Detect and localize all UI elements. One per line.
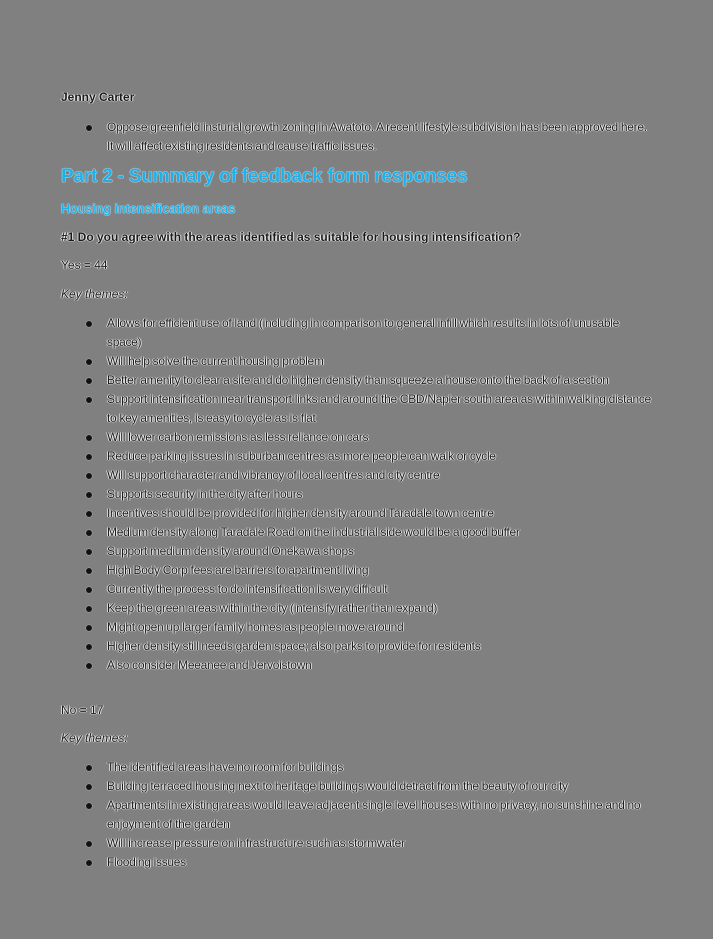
bullet-icon [86,511,92,517]
bullet-icon [86,625,92,631]
bullet-icon [86,359,92,365]
list-item: Medium density along Taradale Road on the industrial side would be a good buffer [0,523,713,542]
no-themes-list [0,758,713,872]
bullet-icon [86,663,92,669]
submitter-points [0,118,713,156]
list-item: Support medium density around Onekawa shops [0,542,713,561]
bullet-icon [86,587,92,593]
bullet-icon [86,397,92,403]
no-count: No = 17 [61,703,104,717]
bullet-icon [86,530,92,536]
bullet-icon [86,568,92,574]
list-item: Will help solve the current housing problem [0,352,713,371]
bullet-icon [86,435,92,441]
section-heading: Housing intensification areas [61,202,236,216]
list-item: Oppose greenfield insturial growth zoning in Awatoto. A recent lifestyle subdivision has been approved here. It will affect existing residents and cause traffic issues. [0,118,713,156]
no-key-themes-label: Key themes: [61,731,128,745]
list-item: Allows for efficient use of land (including in comparison to general infill which results in lots of unusable space) [0,314,713,352]
list-item: High Body Corp fees are barriers to apartment living [0,561,713,580]
list-item: Keep the green areas within the city (intensify rather than expand) [0,599,713,618]
yes-count: Yes = 44 [61,258,108,272]
list-item: Reduce parking issues in suburban centres as more people can walk or cycle [0,447,713,466]
list-item: Support intensification near transport links and around the CBD/Napier south area as within walking distance to key amenities, is easy to cycle as is flat [0,390,713,428]
list-item: Will support character and vibrancy of local centres and city centre [0,466,713,485]
bullet-icon [86,765,92,771]
list-item: Will increase pressure on infrastructure such as stormwater [0,834,713,853]
list-item: Higher density still needs garden space; also parks to provide for residents [0,637,713,656]
list-item: Apartments in existing areas would leave adjacent single level houses with no privacy, no sunshine and no enjoyment of the garden [0,796,713,834]
list-item: Better amenity to clear a site and do higher density than squeeze a house onto the back of a section [0,371,713,390]
list-item: Currently the process to do intensification is very difficult [0,580,713,599]
part-heading: Part 2 - Summary of feedback form responses [61,166,468,187]
bullet-icon [86,549,92,555]
bullet-icon [86,378,92,384]
bullet-icon [86,860,92,866]
bullet-icon [86,644,92,650]
list-item: The identified areas have no room for buildings [0,758,713,777]
yes-themes-list [0,314,713,675]
bullet-icon [86,606,92,612]
bullet-icon [86,803,92,809]
list-item: Supports security in the city after hours [0,485,713,504]
bullet-icon [86,321,92,327]
question-text: #1 Do you agree with the areas identified as suitable for housing intensification? [61,230,521,244]
yes-key-themes-label: Key themes: [61,287,128,301]
list-item: Incentives should be provided for higher density around Taradale town centre [0,504,713,523]
list-item: Will lower carbon emissions as less reliance on cars [0,428,713,447]
list-item: Also consider Meeanee and Jervoistown [0,656,713,675]
bullet-icon [86,125,92,131]
list-item: Flooding issues [0,853,713,872]
bullet-icon [86,841,92,847]
list-item: Building terraced housing next to heritage buildings would detract from the beauty of our city [0,777,713,796]
bullet-icon [86,492,92,498]
bullet-icon [86,454,92,460]
submitter-name: Jenny Carter [61,90,135,104]
list-item: Might open up larger family homes as people move around [0,618,713,637]
bullet-icon [86,473,92,479]
bullet-icon [86,784,92,790]
